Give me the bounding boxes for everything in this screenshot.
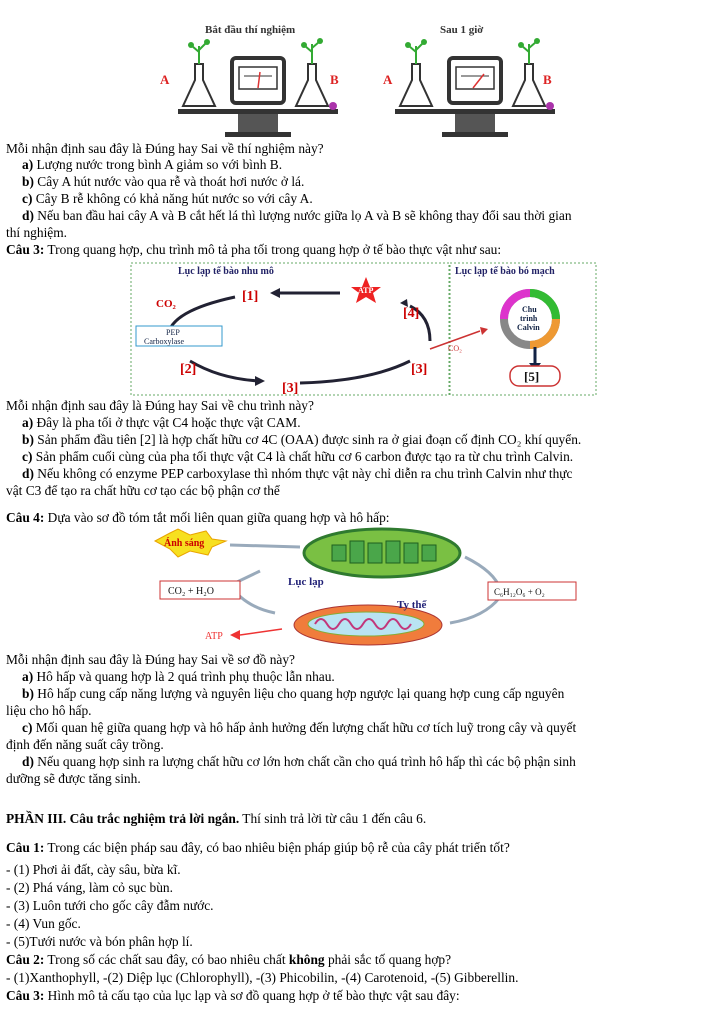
q3-item-a: a) Đây là pha tối ở thực vật C4 hoặc thực vật CAM. <box>22 415 301 430</box>
co2-small-label: CO₂ <box>448 344 462 353</box>
node-2: [2] <box>180 362 197 377</box>
label-after: Sau 1 giờ <box>440 24 484 36</box>
label-start: Bắt đầu thí nghiệm <box>205 24 296 36</box>
atp-label-2: ATP <box>205 631 223 642</box>
q2-item-d: d) Nếu ban đầu hai cây A và B cắt hết lá thì lượng nước giữa lọ A và B sẽ không thay đổi sau thời gian <box>22 208 572 223</box>
mito-label: Ty thể <box>397 599 427 611</box>
q4-intro: Mỗi nhận định sau đây là Đúng hay Sai về sơ đồ này? <box>6 652 295 667</box>
q4-item-d: d) Nếu quang hợp sinh ra lượng chất hữu cơ lớn hơn chất cần cho quá trình hô hấp thì các bộ phận sinh <box>22 754 576 769</box>
s3-question: Câu 3: Hình mô tả cấu tạo của lục lạp và sơ đồ quang hợp ở tế bào thực vật sau đây: <box>6 988 460 1003</box>
s1-option-4: - (4) Vun gốc. <box>6 916 81 931</box>
c4-cycle-diagram <box>130 261 598 397</box>
q3-item-d-cont: vật C3 để tạo ra chất hữu cơ tạo các bộ phận cơ thể <box>6 483 280 498</box>
q2-item-a: a) Lượng nước trong bình A giảm so với bình B. <box>22 157 283 172</box>
scale-right <box>383 38 555 137</box>
calvin-2: trình <box>520 314 538 323</box>
chloroplast-label: Lục lạp <box>288 576 324 588</box>
pep-label: PEP <box>166 328 180 337</box>
q4-item-b: b) Hô hấp cung cấp năng lượng và nguyên liệu cho quang hợp ngược lại quang hợp cung cấp nguyên <box>22 686 565 701</box>
q3-item-d: d) Nếu không có enzyme PEP carboxylase thì nhóm thực vật này chỉ diễn ra chu trình Calvin như thực <box>22 466 573 481</box>
photosynthesis-respiration-diagram <box>150 527 580 649</box>
left-box-label: CO₂ + H₂O <box>168 586 214 597</box>
q4-item-c-cont: định đến năng suất cây trồng. <box>6 737 164 752</box>
plant-b-label-2: B <box>543 72 552 87</box>
node-1: [1] <box>242 289 259 304</box>
plant-a-label: A <box>160 72 170 87</box>
atp-label: ATP <box>358 286 374 295</box>
q4-item-c: c) Mối quan hệ giữa quang hợp và hô hấp ảnh hưởng đến lượng chất hữu cơ tích luỹ trong cây và quyết <box>22 720 577 735</box>
q3-question: Câu 3: Trong quang hợp, chu trình mô tả pha tối trong quang hợp ở tế bào thực vật như sau: <box>6 242 502 257</box>
mesophyll-label: Lục lạp tế bào nhu mô <box>178 266 274 277</box>
scale-left <box>160 38 339 137</box>
q4-item-d-cont: dưỡng sẽ được tăng sinh. <box>6 771 141 786</box>
q2-item-c: c) Cây B rễ không có khả năng hút nước so với cây A. <box>22 191 313 206</box>
relation-svg <box>150 527 580 649</box>
carboxylase-label: Carboxylase <box>144 337 184 346</box>
calvin-3: Calvin <box>517 323 540 332</box>
experiment-figure <box>140 16 570 144</box>
right-box-label: C₆H₁₂O₆ + O₂ <box>494 587 545 597</box>
s1-question: Câu 1: Trong các biện pháp sau đây, có bao nhiêu biện pháp giúp bộ rễ của cây phát triển tốt? <box>6 840 510 855</box>
q4-question: Câu 4: Dựa vào sơ đồ tóm tắt mối liên quan giữa quang hợp và hô hấp: <box>6 510 390 525</box>
calvin-1: Chu <box>522 305 537 314</box>
plant-a-label-2: A <box>383 72 393 87</box>
q4-item-a: a) Hô hấp và quang hợp là 2 quá trình phụ thuộc lẫn nhau. <box>22 669 335 684</box>
node-3: [3] <box>282 381 299 396</box>
node-4: [4] <box>403 306 420 321</box>
s2-options: - (1)Xanthophyll, -(2) Diệp lục (Chlorophyll), -(3) Phicobilin, -(4) Carotenoid, -(5) Gibberellin. <box>6 970 519 985</box>
s2-question: Câu 2: Trong số các chất sau đây, có bao nhiêu chất không phải sắc tố quang hợp? <box>6 952 452 967</box>
experiment-illustration <box>140 16 570 144</box>
part3-heading: PHẦN III. Câu trắc nghiệm trả lời ngắn. Thí sinh trả lời từ câu 1 đến câu 6. <box>6 811 427 826</box>
q4-item-b-cont: liệu cho hô hấp. <box>6 703 92 718</box>
s1-option-2: - (2) Phá váng, làm cỏ sục bùn. <box>6 880 173 895</box>
c4-cycle-svg <box>130 261 598 397</box>
q3-intro: Mỗi nhận định sau đây là Đúng hay Sai về chu trình này? <box>6 398 314 413</box>
q2-intro: Mỗi nhận định sau đây là Đúng hay Sai về thí nghiệm này? <box>6 141 324 156</box>
bundle-label: Lục lạp tế bào bó mạch <box>455 266 555 277</box>
q2-item-b: b) Cây A hút nước vào qua rễ và thoát hơi nước ở lá. <box>22 174 305 189</box>
node-5: [5] <box>524 369 540 384</box>
node-3b: [3] <box>411 362 428 377</box>
q2-item-d-cont: thí nghiệm. <box>6 225 67 240</box>
s1-option-3: - (3) Luôn tưới cho gốc cây đẫm nước. <box>6 898 214 913</box>
q3-item-b: b) Sản phẩm đầu tiên [2] là hợp chất hữu cơ 4C (OAA) được sinh ra ở giai đoạn cố định CO₂ khí quyển. <box>22 432 582 447</box>
plant-b-label: B <box>330 72 339 87</box>
co2-label: CO₂ <box>156 298 176 310</box>
q3-item-c: c) Sản phẩm cuối cùng của pha tối thực vật C4 là chất hữu cơ 6 carbon được tạo ra từ chu trình Calvin. <box>22 449 574 464</box>
s1-option-5: - (5)Tưới nước và bón phân hợp lí. <box>6 934 193 949</box>
light-label: Ánh sáng <box>164 538 205 549</box>
s1-option-1: - (1) Phơi ải đất, cày sâu, bừa kĩ. <box>6 862 181 877</box>
